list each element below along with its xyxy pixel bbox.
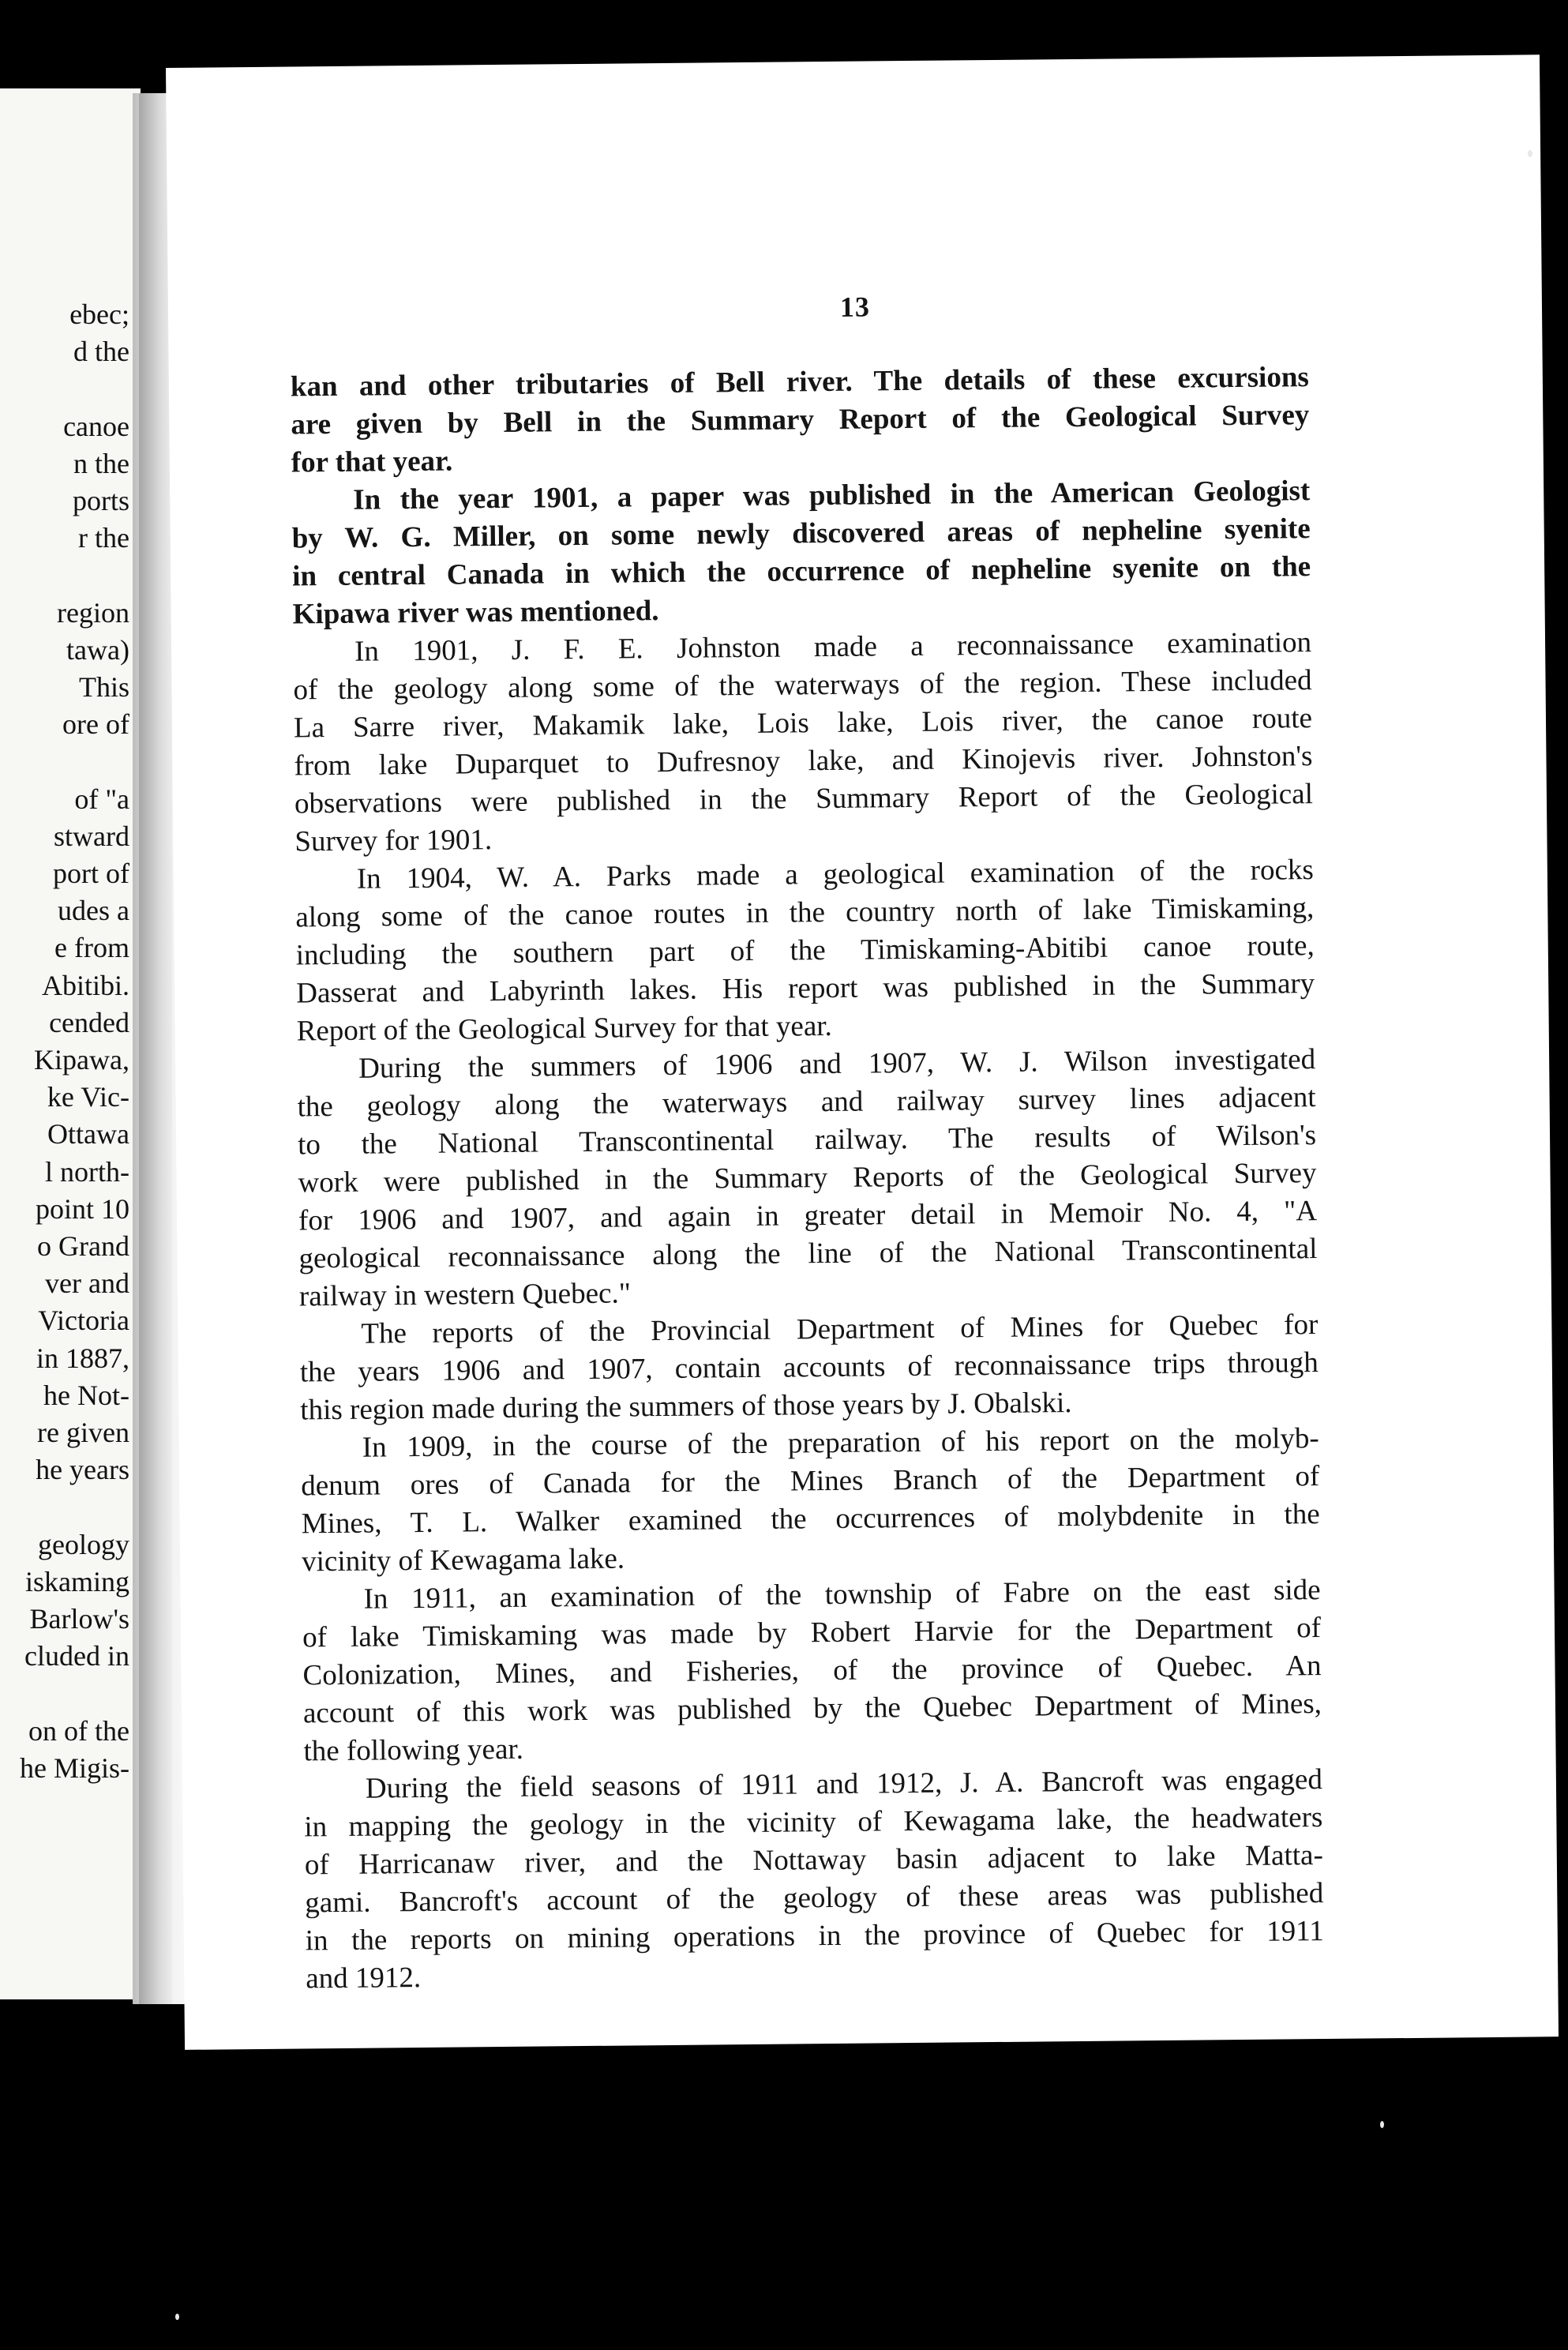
facing-page-line: geology [38, 1528, 129, 1560]
text-line: the geology along the waterways and railway survey lines adjacent [297, 1081, 1316, 1124]
text-line: this region made during the summers of those years by J. Obalski. [300, 1387, 1072, 1427]
scan-speck [175, 2314, 179, 2320]
facing-page-line: re given [37, 1417, 129, 1448]
text-line: Mines, T. L. Walker examined the occurrences of molybdenite in the [301, 1498, 1320, 1541]
body-text [291, 359, 1325, 1998]
text-line: Colonization, Mines, and Fisheries, of the province of Quebec. An [302, 1650, 1322, 1692]
text-line: account of this work was published by the Quebec Department of Mines, [302, 1687, 1322, 1730]
facing-page-line: ore of [62, 708, 129, 741]
text-line: in central Canada in which the occurrence of nepheline syenite on the [291, 550, 1311, 593]
facing-page-line: ports [73, 485, 129, 516]
facing-page-line: o Grand [37, 1230, 129, 1262]
page-number: 13 [839, 291, 871, 323]
text-line: vicinity of Kewagama lake. [301, 1542, 625, 1579]
text-line: are given by Bell in the Summary Report of the Geological Survey [291, 399, 1310, 441]
text-line: In 1909, in the course of the preparation of his report on the molyb- [362, 1422, 1319, 1464]
text-line: Report of the Geological Survey for that year. [296, 1009, 833, 1048]
facing-page-line: r the [78, 522, 129, 554]
facing-page-line: udes a [58, 895, 129, 927]
text-line: gami. Bancroft's account of the geology of these areas was published [305, 1877, 1324, 1920]
text-line: Dasserat and Labyrinth lakes. His report was published in the Summary [296, 967, 1315, 1010]
text-line: In 1901, J. F. E. Johnston made a reconnaissance examination [354, 626, 1312, 668]
scan-speck [1380, 2121, 1384, 2128]
text-line: During the field seasons of 1911 and 1912, J. A. Bancroft was engaged [365, 1763, 1323, 1805]
text-line: of lake Timiskaming was made by Robert Harvie for the Department of [302, 1612, 1322, 1654]
facing-page-line: in 1887, [36, 1342, 129, 1374]
binding-strip [139, 93, 172, 2004]
facing-page-left [0, 88, 141, 1999]
text-line: In 1904, W. A. Parks made a geological examination of the rocks [356, 854, 1315, 895]
text-line: including the southern part of the Timiskaming-Abitibi canoe route, [295, 929, 1315, 972]
facing-page-line: stward [54, 820, 129, 852]
text-line: Survey for 1901. [294, 824, 493, 858]
text-line: In 1911, an examination of the township of Fabre on the east side [363, 1574, 1321, 1616]
text-line: work were published in the Summary Reports of the Geological Survey [298, 1157, 1317, 1199]
text-line: along some of the canoe routes in the country north of lake Timiskaming, [295, 892, 1315, 934]
facing-page-line: on of the [28, 1714, 129, 1747]
text-line: observations were published in the Summary Report of the Geological [294, 778, 1314, 820]
facing-page-line: Abitibi. [41, 969, 129, 1001]
text-line: in the reports on mining operations in the province of Quebec for 1911 [305, 1915, 1324, 1958]
text-line: of the geology along some of the waterways of the region. These included [293, 664, 1312, 707]
facing-page-line: canoe [63, 410, 129, 442]
facing-page-line: e from [54, 932, 129, 964]
facing-page-line: Kipawa, [34, 1044, 129, 1076]
book-page-13 [166, 54, 1559, 2050]
facing-page-line: point 10 [35, 1192, 129, 1225]
facing-page-line: tawa) [66, 633, 129, 666]
text-line: for 1906 and 1907, and again in greater detail in Memoir No. 4, "A [298, 1195, 1318, 1237]
facing-page-line: cended [49, 1006, 129, 1038]
facing-page-line: cluded in [24, 1640, 129, 1672]
facing-page-line: l north- [45, 1155, 129, 1188]
facing-page-line: he Migis- [20, 1751, 129, 1784]
facing-page-line: ver and [45, 1267, 129, 1300]
text-line: kan and other tributaries of Bell river. The details of these excursions [290, 361, 1310, 404]
text-line: the years 1906 and 1907, contain accounts of reconnaissance trips through [299, 1346, 1319, 1389]
facing-page-line: Barlow's [29, 1603, 129, 1635]
text-line: Kipawa river was mentioned. [292, 595, 659, 631]
facing-page-line: This [78, 671, 129, 703]
text-line: to the National Transcontinental railway. The results of Wilson's [297, 1119, 1317, 1162]
facing-page-line: ke Vic- [47, 1081, 129, 1113]
facing-page-line: port of [53, 858, 129, 889]
text-line: During the summers of 1906 and 1907, W. J. Wilson investigated [358, 1043, 1316, 1085]
text-line: the following year. [303, 1732, 524, 1768]
text-line: railway in western Quebec." [298, 1277, 632, 1313]
facing-page-line: he years [36, 1454, 129, 1486]
facing-page-line: Victoria [38, 1305, 129, 1337]
text-line: by W. G. Miller, on some newly discovered areas of nepheline syenite [291, 512, 1311, 555]
text-line: for that year. [291, 445, 453, 479]
text-line: geological reconnaissance along the line of the National Transcontinental [298, 1233, 1318, 1275]
facing-page-line: n the [73, 447, 129, 479]
text-line: denum ores of Canada for the Mines Branch of the Department of [301, 1460, 1320, 1503]
facing-page-line: iskaming [25, 1565, 129, 1597]
text-line: In the year 1901, a paper was published in the American Geologist [353, 475, 1311, 516]
text-line: and 1912. [306, 1961, 422, 1995]
text-line: The reports of the Provincial Department of Mines for Quebec for [361, 1308, 1319, 1350]
facing-page-line: region [57, 596, 129, 629]
facing-page-line: Ottawa [47, 1118, 129, 1151]
text-line: from lake Duparquet to Dufresnoy lake, and Kinojevis river. Johnston's [294, 740, 1313, 783]
text-line: in mapping the geology in the vicinity of Kewagama lake, the headwaters [304, 1801, 1323, 1844]
facing-page-line: of "a [74, 783, 129, 815]
scan-speck [1528, 150, 1532, 157]
text-line: La Sarre river, Makamik lake, Lois lake, Lois river, the canoe route [293, 702, 1313, 745]
facing-page-line: he Not- [43, 1379, 129, 1411]
facing-page-line: ebec; [69, 298, 129, 330]
facing-page-line: d the [73, 336, 129, 368]
text-line: of Harricanaw river, and the Nottaway basin adjacent to lake Matta- [304, 1839, 1323, 1882]
